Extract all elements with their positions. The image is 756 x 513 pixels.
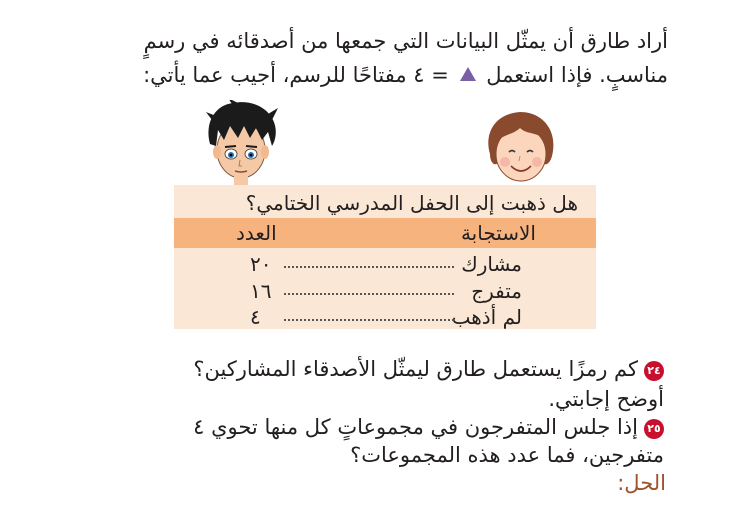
question-number-badge: ٢٤ — [644, 361, 664, 381]
boy-face-illustration — [202, 100, 280, 190]
table-title: هل ذهبت إلى الحفل المدرسي الختامي؟ — [245, 191, 578, 215]
question-number-badge: ٢٥ — [644, 419, 664, 439]
question-25-line-2: متفرجين، فما عدد هذه المجموعات؟ — [350, 443, 664, 467]
question-24-line-2: أوضح إجابتي. — [548, 387, 664, 411]
question-24-text: كم رمزًا يستعمل طارق ليمثّل الأصدقاء المشاركين؟ — [193, 357, 638, 381]
triangle-icon — [460, 67, 476, 81]
question-24 — [104, 354, 664, 385]
table-row — [174, 251, 596, 277]
dotted-leader — [284, 293, 454, 295]
row-value: ٤ — [250, 305, 261, 329]
row-label: مشارك — [461, 252, 522, 276]
intro-paragraph — [68, 24, 668, 92]
header-response: الاستجابة — [460, 221, 536, 245]
row-value: ١٦ — [250, 279, 272, 303]
dotted-leader — [284, 266, 454, 268]
table-row — [174, 304, 596, 330]
row-label: متفرج — [471, 279, 522, 303]
intro-line-2 — [68, 58, 668, 92]
intro-line-2-end: = ٤ مفتاحًا للرسم، أجيب عما يأتي: — [143, 63, 449, 87]
table-header-row — [174, 218, 596, 248]
row-label: لم أذهب — [451, 305, 522, 329]
dotted-leader — [284, 319, 454, 321]
intro-line-1: أراد طارق أن يمثّل البيانات التي جمعها من أصدقائه في رسمٍ — [143, 29, 668, 53]
row-value: ٢٠ — [250, 252, 272, 276]
question-25-text: إذا جلس المتفرجون في مجموعاتٍ كل منها تحوي ٤ — [193, 415, 638, 439]
table-row — [174, 278, 596, 304]
solution-label: الحل: — [617, 471, 666, 495]
question-25 — [104, 412, 664, 443]
survey-table — [174, 185, 596, 329]
header-count: العدد — [236, 221, 277, 245]
girl-face-illustration — [482, 108, 560, 190]
intro-line-2-start: مناسبٍ. فإذا استعمل — [486, 63, 668, 87]
